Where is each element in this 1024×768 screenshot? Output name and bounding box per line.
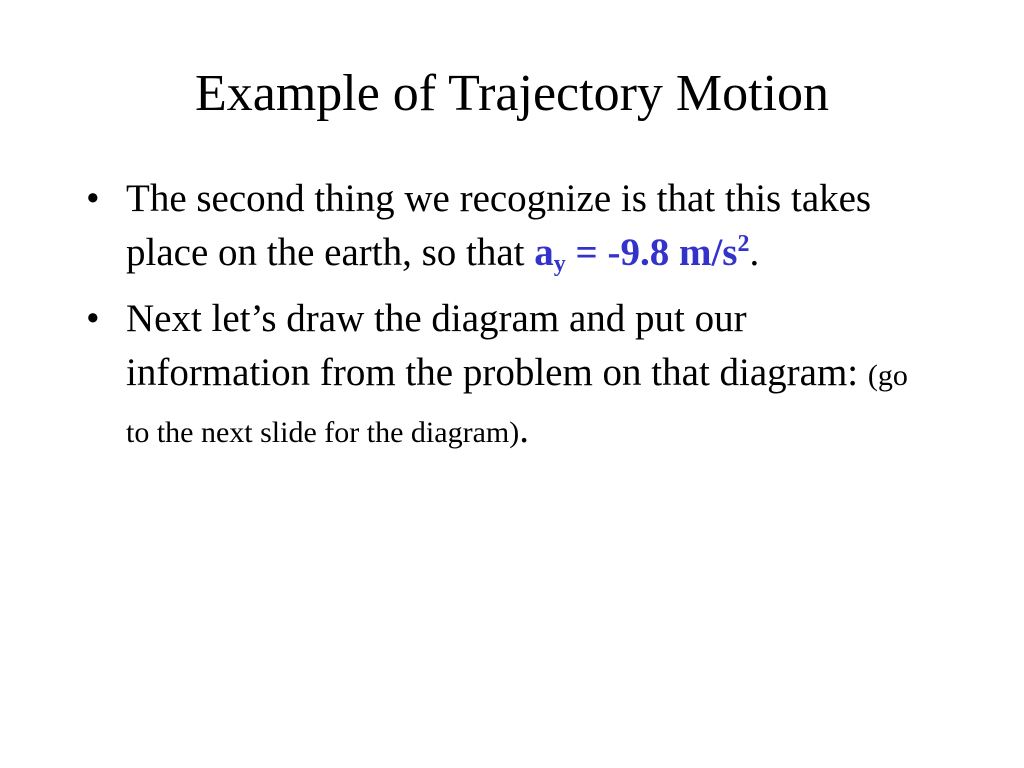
slide-title: Example of Trajectory Motion <box>194 65 830 122</box>
bullet-icon: • <box>86 177 100 220</box>
accel-equation: = -9.8 m/s <box>565 231 738 274</box>
next-slide-note: (go to the next slide for the diagram) <box>126 359 908 449</box>
bullet-suffix: . <box>519 408 529 451</box>
bullet-text: The second thing we recognize is that this takes place on the earth, so that <box>126 177 872 274</box>
bullet-list <box>86 172 916 472</box>
bullet-item-earth-acceleration <box>86 172 916 280</box>
bullet-suffix: . <box>749 231 760 274</box>
accel-superscript: 2 <box>737 231 750 257</box>
acceleration-value <box>534 231 750 277</box>
accel-variable: a <box>534 231 554 274</box>
bullet-icon: • <box>86 297 100 340</box>
accel-subscript: y <box>553 251 566 277</box>
bullet-text: Next let’s draw the diagram and put our information from the problem on that diagram: <box>126 297 868 394</box>
bullet-item-draw-diagram <box>86 292 916 460</box>
